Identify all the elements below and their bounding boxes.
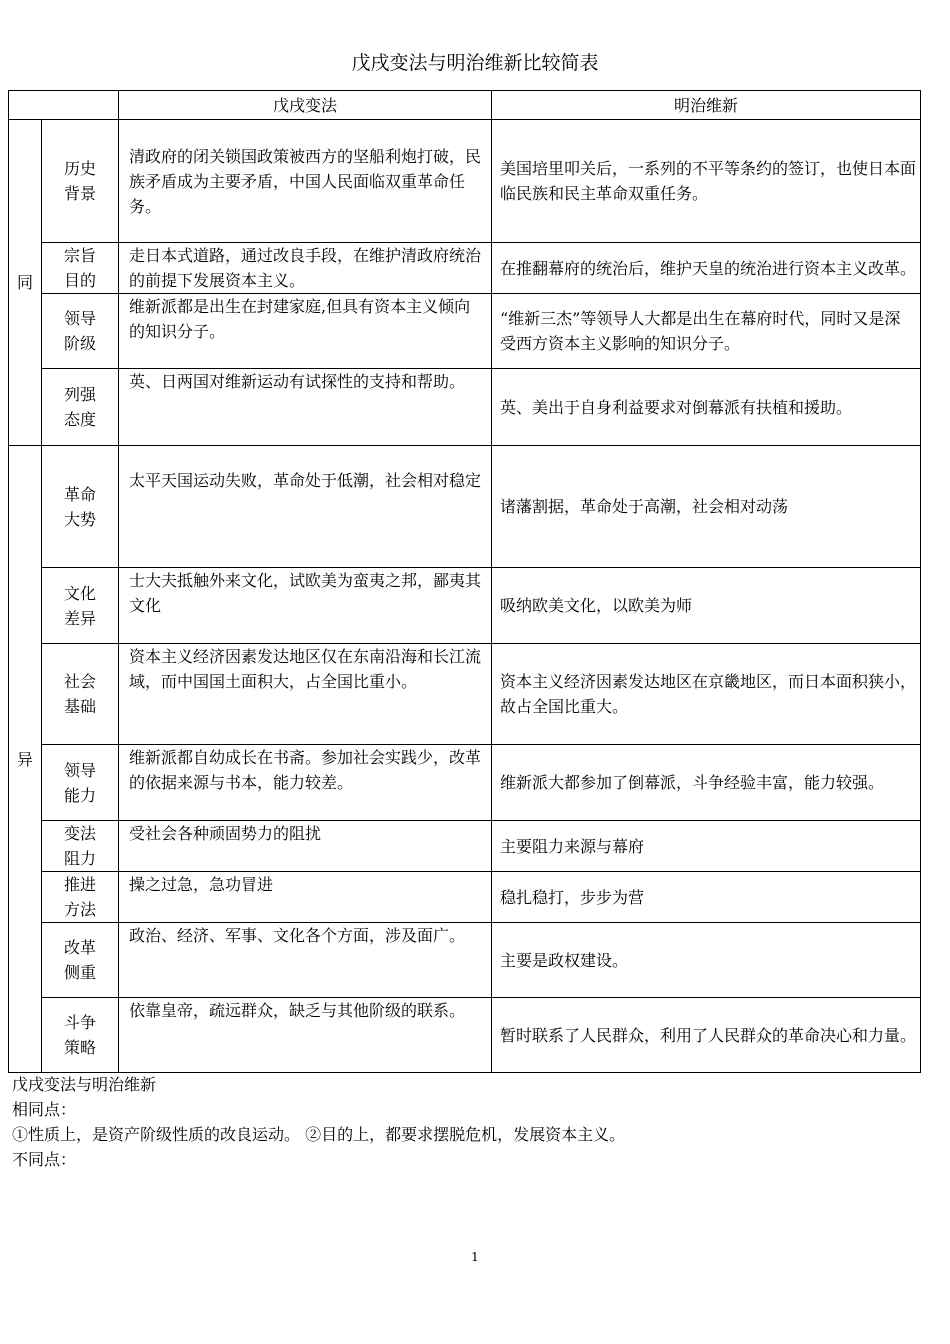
meiji-cell: 稳扎稳打，步步为营 [492, 872, 921, 923]
meiji-cell: 维新派大都参加了倒幕派，斗争经验丰富，能力较强。 [492, 745, 921, 821]
meiji-cell: “维新三杰”等领导人大都是出生在幕府时代，同时又是深受西方资本主义影响的知识分子。 [492, 294, 921, 369]
row-label: 社会 基础 [42, 644, 119, 745]
meiji-cell: 在推翻幕府的统治后，维护天皇的统治进行资本主义改革。 [492, 243, 921, 294]
page-title: 戊戌变法与明治维新比较简表 [351, 52, 599, 74]
table-row [9, 644, 921, 745]
table-row [9, 745, 921, 821]
wuxu-cell: 维新派都自幼成长在书斋。参加社会实践少，改革的依据来源与书本，能力较差。 [119, 745, 492, 821]
table-row [9, 369, 921, 446]
meiji-cell: 诸藩割据，革命处于高潮，社会相对动荡 [492, 446, 921, 568]
group-label-same: 同 [9, 120, 42, 446]
same-heading: 相同点： [12, 1100, 77, 1119]
row-label: 改革 侧重 [42, 923, 119, 998]
table-row [9, 568, 921, 644]
row-label: 宗旨 目的 [42, 243, 119, 294]
meiji-cell: 资本主义经济因素发达地区在京畿地区，而日本面积狭小，故占全国比重大。 [492, 644, 921, 745]
diff-heading: 不同点： [12, 1150, 77, 1169]
comparison-table [8, 90, 921, 1073]
meiji-cell: 吸纳欧美文化，以欧美为师 [492, 568, 921, 644]
meiji-cell: 美国培里叩关后，一系列的不平等条约的签订，也使日本面临民族和民主革命双重任务。 [492, 120, 921, 243]
row-label: 斗争 策略 [42, 998, 119, 1073]
wuxu-cell: 太平天国运动失败，革命处于低潮，社会相对稳定 [119, 446, 492, 568]
table-row [9, 294, 921, 369]
table-row [9, 998, 921, 1073]
table-row [9, 446, 921, 568]
header-wuxu: 戊戌变法 [119, 91, 492, 120]
header-blank-cell [9, 91, 119, 120]
page-number: 1 [471, 1250, 479, 1264]
row-label: 历史 背景 [42, 120, 119, 243]
row-label: 推进 方法 [42, 872, 119, 923]
table-row [9, 821, 921, 872]
row-label: 文化 差异 [42, 568, 119, 644]
header-meiji: 明治维新 [492, 91, 921, 120]
table-row [9, 120, 921, 243]
meiji-cell: 主要阻力来源与幕府 [492, 821, 921, 872]
header-row [9, 91, 921, 120]
wuxu-cell: 士大夫抵触外来文化，试欧美为蛮夷之邦，鄙夷其文化 [119, 568, 492, 644]
wuxu-cell: 依靠皇帝，疏远群众，缺乏与其他阶级的联系。 [119, 998, 492, 1073]
group-label-diff: 异 [9, 446, 42, 1073]
table-row [9, 243, 921, 294]
notes-section [12, 1072, 625, 1172]
wuxu-cell: 资本主义经济因素发达地区仅在东南沿海和长江流域，而中国国土面积大，占全国比重小。 [119, 644, 492, 745]
row-label: 领导 能力 [42, 745, 119, 821]
notes-heading: 戊戌变法与明治维新 [12, 1075, 157, 1094]
wuxu-cell: 维新派都是出生在封建家庭,但具有资本主义倾向的知识分子。 [119, 294, 492, 369]
row-label: 变法 阻力 [42, 821, 119, 872]
same-points: ①性质上，是资产阶级性质的改良运动。 ②目的上，都要求摆脱危机，发展资本主义。 [12, 1125, 626, 1144]
row-label: 领导 阶级 [42, 294, 119, 369]
wuxu-cell: 清政府的闭关锁国政策被西方的坚船利炮打破，民族矛盾成为主要矛盾，中国人民面临双重革命任务。 [119, 120, 492, 243]
table-row [9, 923, 921, 998]
row-label: 革命 大势 [42, 446, 119, 568]
meiji-cell: 主要是政权建设。 [492, 923, 921, 998]
wuxu-cell: 政治、经济、军事、文化各个方面，涉及面广。 [119, 923, 492, 998]
wuxu-cell: 英、日两国对维新运动有试探性的支持和帮助。 [119, 369, 492, 446]
meiji-cell: 暂时联系了人民群众，利用了人民群众的革命决心和力量。 [492, 998, 921, 1073]
row-label: 列强 态度 [42, 369, 119, 446]
table-row [9, 872, 921, 923]
meiji-cell: 英、美出于自身利益要求对倒幕派有扶植和援助。 [492, 369, 921, 446]
wuxu-cell: 受社会各种顽固势力的阻扰 [119, 821, 492, 872]
wuxu-cell: 走日本式道路，通过改良手段，在维护清政府统治的前提下发展资本主义。 [119, 243, 492, 294]
wuxu-cell: 操之过急，急功冒进 [119, 872, 492, 923]
